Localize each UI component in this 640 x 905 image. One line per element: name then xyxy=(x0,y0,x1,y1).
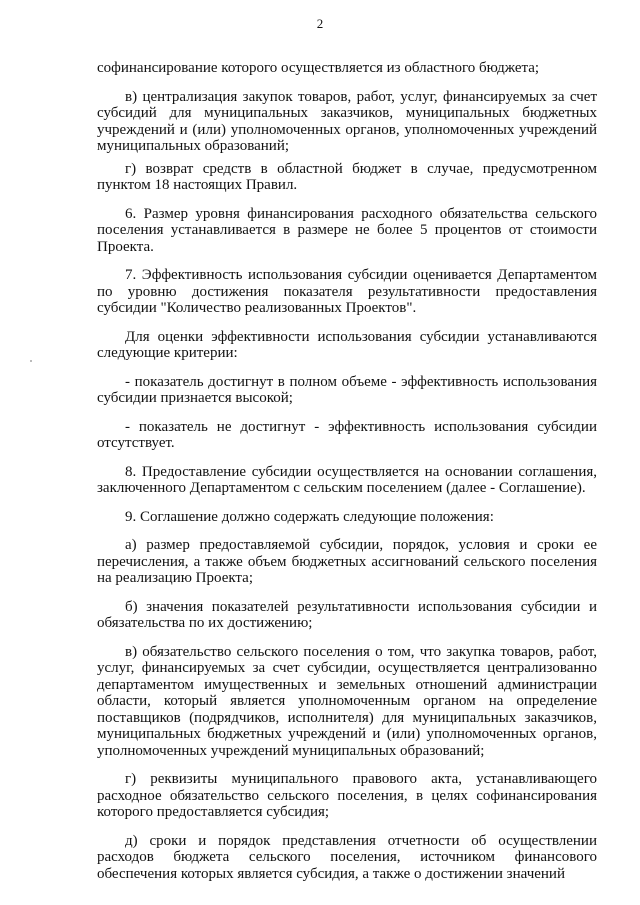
page-number: 2 xyxy=(316,16,324,31)
paragraph-8: 8. Предоставление субсидии осуществляется на основании соглашения, заключенного Департаментом с сельским поселением (далее - Соглашение). xyxy=(97,463,597,496)
scan-mark xyxy=(30,360,32,362)
paragraph-item-g-refund: г) возврат средств в областной бюджет в случае, предусмотренном пунктом 18 настоящих Правил. xyxy=(97,160,597,193)
paragraph-6: 6. Размер уровня финансирования расходного обязательства сельского поселения устанавливается в размере не более 5 процентов от стоимости Проекта. xyxy=(97,205,597,255)
paragraph-9-a: а) размер предоставляемой субсидии, порядок, условия и сроки ее перечисления, а также объем бюджетных ассигнований сельского поселения на реализацию Проекта; xyxy=(97,537,597,586)
paragraph-criterion-none: - показатель не достигнут - эффективность использования субсидии отсутствует. xyxy=(97,418,597,451)
paragraph-item-v-centralization: в) централизация закупок товаров, работ, услуг, финансируемых за счет субсидий для муниципальных заказчиков, муниципальных бюджетных учреждений и (или) уполномоченных органов, уполномоченных учреждений муниципальных образований; xyxy=(97,88,597,154)
paragraph-9-g: г) реквизиты муниципального правового акта, устанавливающего расходное обязательство сельского поселения, в целях софинансирования которого предоставляется субсидия; xyxy=(97,771,597,820)
paragraph-9-d: д) сроки и порядок представления отчетности об осуществлении расходов бюджета сельского поселения, источником финансового обеспечения которых является субсидия, а также о достижении значений xyxy=(97,832,597,882)
paragraph-7: 7. Эффективность использования субсидии оценивается Департаментом по уровню достижения показателя результативности предоставления субсидии "Количество реализованных Проектов". xyxy=(97,267,597,316)
paragraph-9-v: в) обязательство сельского поселения о том, что закупка товаров, работ, услуг, финансируемых за счет субсидии, осуществляется централизованно департаментом имущественных и земельных отношений администрации области, который является уполномоченным органом на определение поставщиков (подрядчиков, исполнителя) для муниципальных заказчиков, муниципальных бюджетных учреждений и (или) уполномоченных органов, уполномоченных учреждений муниципальных образований; xyxy=(97,643,597,759)
paragraph-criterion-high: - показатель достигнут в полном объеме - эффективность использования субсидии признается высокой; xyxy=(97,373,597,406)
document-body xyxy=(97,60,597,888)
paragraph-criteria-intro: Для оценки эффективности использования субсидии устанавливаются следующие критерии: xyxy=(97,328,597,361)
paragraph-9: 9. Соглашение должно содержать следующие положения: xyxy=(125,508,494,525)
paragraph-continuation: софинансирование которого осуществляется из областного бюджета; xyxy=(97,60,540,76)
paragraph-9-b: б) значения показателей результативности использования субсидии и обязательства по их достижению; xyxy=(97,598,597,631)
